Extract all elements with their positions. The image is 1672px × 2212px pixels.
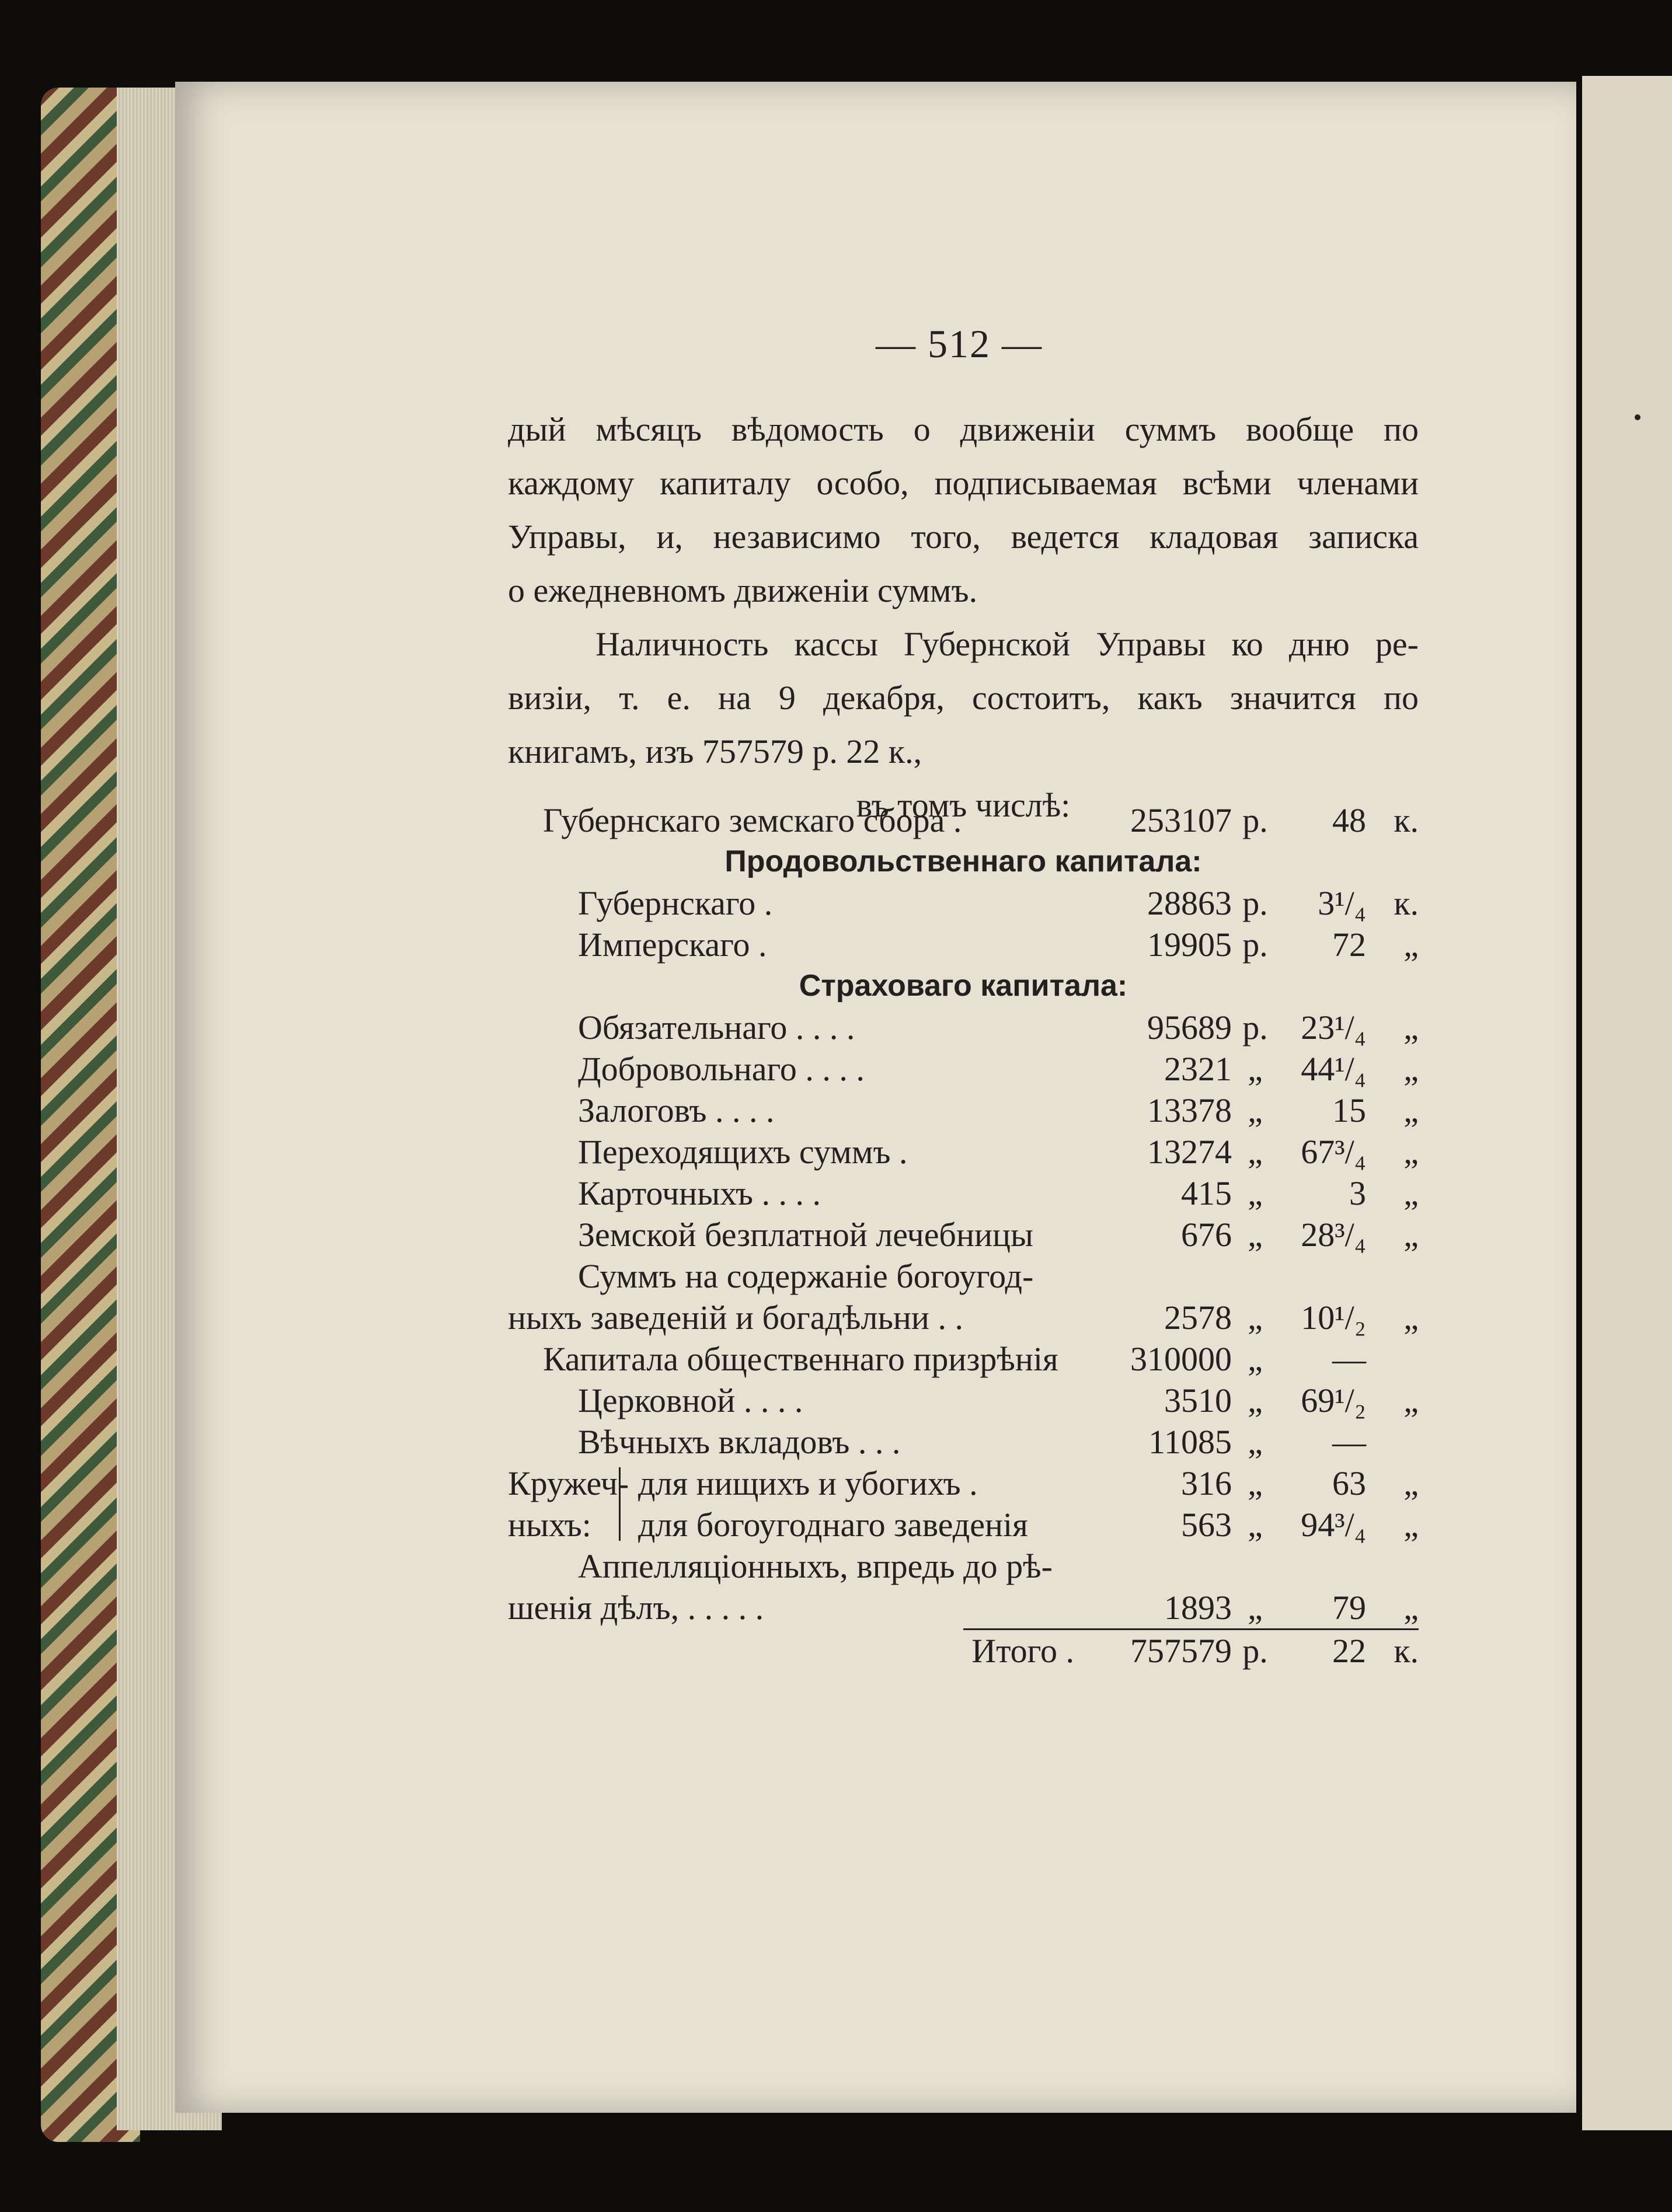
text-line: о ежедневномъ движеніи суммъ. xyxy=(508,571,978,609)
paragraph-1 xyxy=(508,403,1419,617)
row-unit: „ xyxy=(1403,1174,1419,1212)
row-amount: 13274 xyxy=(1147,1133,1232,1171)
row-kopeks: 94³/₄ xyxy=(1301,1506,1366,1544)
row-unit: „ xyxy=(1403,1589,1419,1627)
body-text xyxy=(508,403,1419,832)
table-row xyxy=(508,1131,1419,1173)
total-kopeks: 22 xyxy=(1332,1632,1366,1670)
cash-table xyxy=(508,800,1419,1672)
row-amount: 253107 xyxy=(1130,801,1232,839)
row-unit: р. xyxy=(1242,801,1268,839)
row-amount: 676 xyxy=(1181,1216,1232,1254)
row-label: Суммъ на содержаніе богоугод- xyxy=(578,1257,1034,1295)
row-unit: „ xyxy=(1403,1091,1419,1129)
table-row xyxy=(508,1380,1419,1421)
row-unit: к. xyxy=(1394,884,1419,922)
row-kopeks: 72 xyxy=(1332,926,1366,964)
row-kopeks: 10¹/₂ xyxy=(1301,1299,1366,1337)
row-amount: 28863 xyxy=(1147,884,1232,922)
row-unit: к. xyxy=(1394,1632,1419,1670)
row-unit: „ xyxy=(1248,1174,1263,1212)
row-amount: 95689 xyxy=(1147,1009,1232,1046)
kruzh-rows xyxy=(638,1463,1419,1545)
text-line: Управы, и, независимо того, ведется кладовая записка xyxy=(508,518,1419,556)
row-amount: 2578 xyxy=(1164,1299,1232,1337)
row-label: Аппелляціонныхъ, впредь до рѣ- xyxy=(578,1547,1053,1585)
row-kopeks: 15 xyxy=(1332,1091,1366,1129)
row-unit: „ xyxy=(1248,1299,1263,1337)
table-row xyxy=(508,1090,1419,1131)
row-kopeks: 44¹/₄ xyxy=(1301,1050,1366,1088)
row-kopeks: 63 xyxy=(1332,1464,1366,1502)
table-row xyxy=(508,1338,1419,1380)
row-unit: „ xyxy=(1248,1589,1263,1627)
kruzh-label xyxy=(508,1463,629,1545)
total-label: Итого . xyxy=(971,1632,1074,1670)
row-label: Губернскаго земскаго сбора . xyxy=(543,801,962,839)
table-row xyxy=(508,1421,1419,1463)
row-unit: „ xyxy=(1403,1009,1419,1046)
table-row xyxy=(508,1587,1419,1628)
row-unit: „ xyxy=(1403,1381,1419,1419)
table-row xyxy=(638,1504,1419,1545)
total-row xyxy=(508,1630,1419,1672)
row-label: Обязательнаго . . . . xyxy=(578,1009,855,1046)
table-row xyxy=(508,1545,1419,1587)
section-heading: Страховаго капитала: xyxy=(799,969,1128,1003)
row-label: Переходящихъ суммъ . xyxy=(578,1133,908,1171)
paragraph-2 xyxy=(508,617,1419,779)
table-row xyxy=(638,1463,1419,1504)
row-unit: „ xyxy=(1248,1091,1263,1129)
kruzh-group xyxy=(508,1463,1419,1545)
row-label: Губернскаго . xyxy=(578,884,773,922)
table-row xyxy=(508,1214,1419,1255)
row-unit: „ xyxy=(1248,1050,1263,1088)
table-row xyxy=(508,1007,1419,1048)
page-number: — 512 — xyxy=(876,322,1043,366)
row-unit: „ xyxy=(1403,1464,1419,1502)
row-unit: „ xyxy=(1403,926,1419,964)
row-unit: „ xyxy=(1403,1299,1419,1337)
table-row xyxy=(508,1297,1419,1338)
row-kopeks: 3 xyxy=(1349,1174,1366,1212)
table-row xyxy=(508,1173,1419,1214)
row-label: Имперскаго . xyxy=(578,926,767,964)
text-line: книгамъ, изъ 757579 р. 22 к., xyxy=(508,732,922,770)
row-unit: р. xyxy=(1242,884,1268,922)
table-row xyxy=(508,882,1419,924)
row-label: Залоговъ . . . . xyxy=(578,1091,775,1129)
row-unit: „ xyxy=(1248,1423,1263,1461)
text-line: визіи, т. е. на 9 декабря, состоитъ, какъ значится по xyxy=(508,679,1419,717)
row-amount: 3510 xyxy=(1164,1381,1232,1419)
row-label: Добровольнаго . . . . xyxy=(578,1050,865,1088)
row-kopeks: 23¹/₄ xyxy=(1301,1009,1366,1046)
row-unit: р. xyxy=(1242,1632,1268,1670)
row-kopeks: — xyxy=(1332,1423,1366,1461)
row-amount: 415 xyxy=(1181,1174,1232,1212)
row-kopeks: 48 xyxy=(1332,801,1366,839)
row-unit: „ xyxy=(1403,1506,1419,1544)
row-unit: „ xyxy=(1248,1464,1263,1502)
row-kopeks: — xyxy=(1332,1340,1366,1378)
row-label: Капитала общественнаго призрѣнія xyxy=(543,1340,1058,1378)
row-unit: „ xyxy=(1248,1381,1263,1419)
row-kopeks: 3¹/₄ xyxy=(1318,884,1366,922)
row-amount: 19905 xyxy=(1147,926,1232,964)
text-line: каждому капиталу особо, подписываемая всѣми членами xyxy=(508,464,1419,502)
row-kopeks: 79 xyxy=(1332,1589,1366,1627)
row-label: Карточныхъ . . . . xyxy=(578,1174,821,1212)
row-label: для нищихъ и убогихъ . xyxy=(638,1464,978,1502)
table-row xyxy=(508,800,1419,841)
row-unit: р. xyxy=(1242,926,1268,964)
kruzh-label-line: ныхъ: xyxy=(508,1506,591,1544)
row-amount: 1893 xyxy=(1164,1589,1232,1627)
row-label: Вѣчныхъ вкладовъ . . . xyxy=(578,1423,901,1461)
row-unit: „ xyxy=(1248,1340,1263,1378)
row-unit: р. xyxy=(1242,1009,1268,1046)
row-unit: „ xyxy=(1248,1133,1263,1171)
row-kopeks: 28³/₄ xyxy=(1301,1216,1366,1254)
row-unit: „ xyxy=(1248,1506,1263,1544)
brace xyxy=(619,1467,638,1541)
text-line: дый мѣсяцъ вѣдомость о движеніи суммъ вообще по xyxy=(508,410,1419,448)
row-label: шенія дѣлъ, . . . . . xyxy=(508,1589,764,1627)
in-number-caption: въ томъ числѣ: xyxy=(856,786,1071,824)
ink-dot xyxy=(1635,414,1640,420)
row-amount: 2321 xyxy=(1164,1050,1232,1088)
row-unit: „ xyxy=(1403,1050,1419,1088)
row-kopeks: 69¹/₂ xyxy=(1301,1381,1366,1419)
row-unit: „ xyxy=(1248,1216,1263,1254)
row-kopeks: 67³/₄ xyxy=(1301,1133,1366,1171)
row-label: Земской безплатной лечебницы xyxy=(578,1216,1034,1254)
table-row xyxy=(508,924,1419,965)
row-amount: 11085 xyxy=(1148,1423,1232,1461)
row-unit: „ xyxy=(1403,1133,1419,1171)
section-heading: Продовольственнаго капитала: xyxy=(724,845,1202,878)
table-row xyxy=(508,1255,1419,1297)
text-line: Наличность кассы Губернской Управы ко дню ре- xyxy=(595,625,1419,663)
row-label: ныхъ заведеній и богадѣльни . . xyxy=(508,1299,963,1337)
next-page-edge xyxy=(1582,76,1672,2130)
row-unit: к. xyxy=(1394,801,1419,839)
kruzh-label-line: Кружеч- xyxy=(508,1464,629,1502)
row-label: Церковной . . . . xyxy=(578,1381,803,1419)
total-amount: 757579 xyxy=(1130,1632,1232,1670)
table-row xyxy=(508,1048,1419,1090)
row-amount: 563 xyxy=(1181,1506,1232,1544)
row-unit: „ xyxy=(1403,1216,1419,1254)
row-amount: 310000 xyxy=(1130,1340,1232,1378)
row-amount: 13378 xyxy=(1147,1091,1232,1129)
row-label: для богоугоднаго заведенія xyxy=(638,1506,1028,1544)
row-amount: 316 xyxy=(1181,1464,1232,1502)
